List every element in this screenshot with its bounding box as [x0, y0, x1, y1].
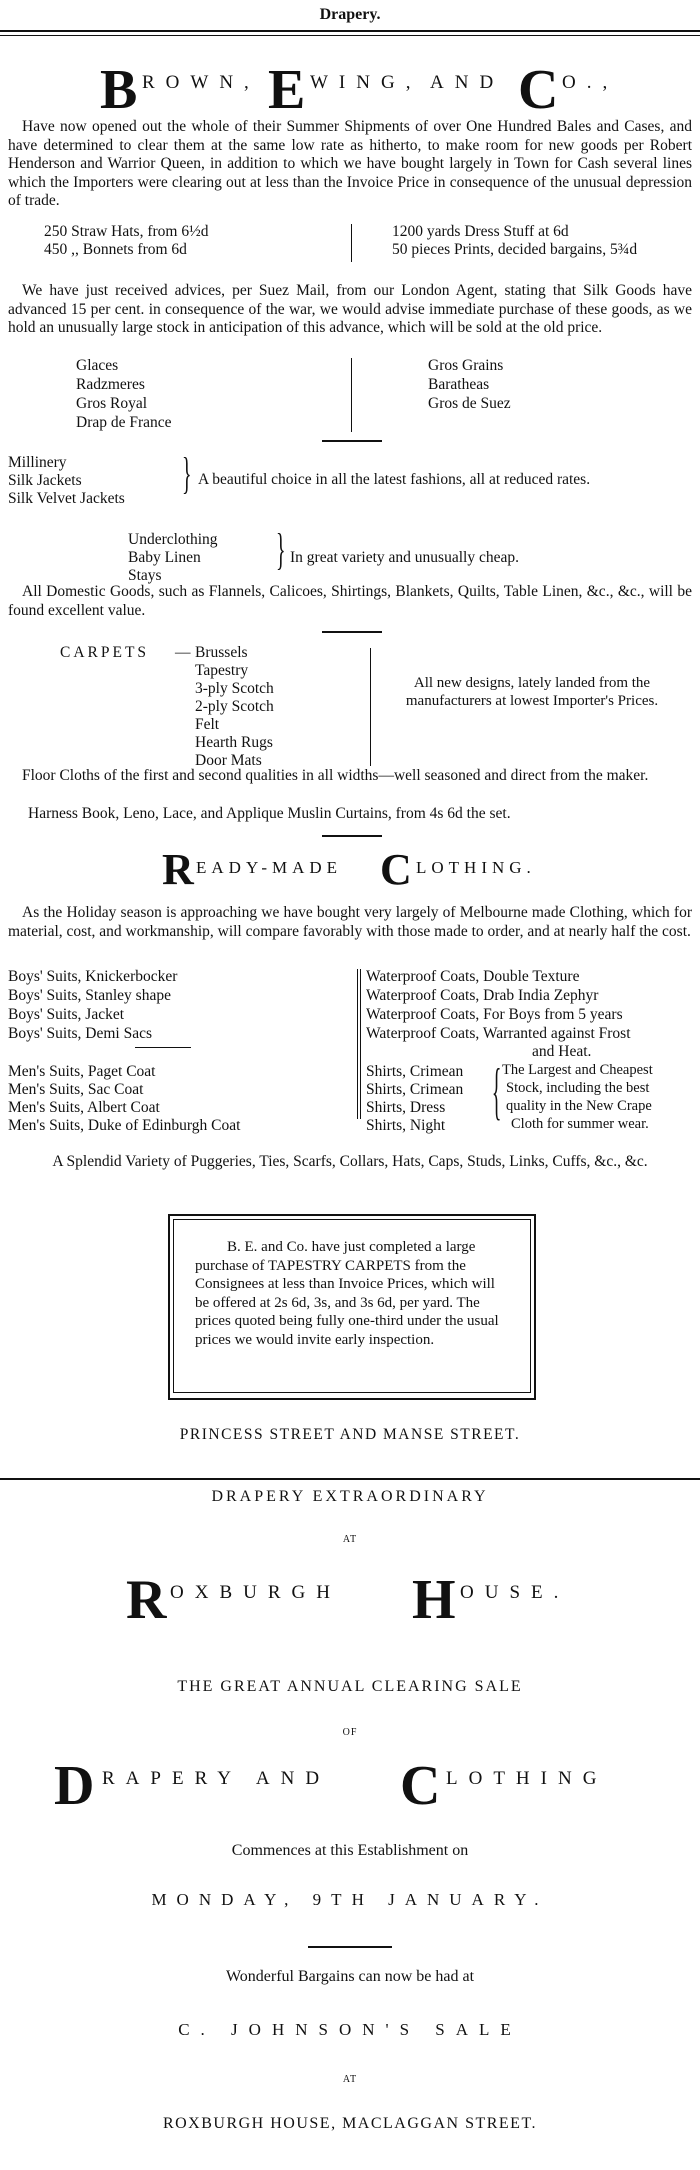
shirts-3: Shirts, Dress [366, 1099, 446, 1116]
waterproof-5: and Heat. [532, 1043, 592, 1060]
commences: Commences at this Establishment on [231, 1842, 469, 1859]
waterproof-1: Waterproof Coats, Double Texture [366, 968, 580, 985]
short-rule-1 [322, 440, 382, 442]
floor-cloths: Floor Cloths of the first and second qualities in all widths—well seasoned and direct from the maker. [22, 767, 649, 784]
readymade-title: R EADY-MADE C LOTHING. [162, 845, 536, 894]
silk-left-3: Gros Royal [76, 395, 148, 412]
silk-right-1: Gros Grains [428, 357, 504, 374]
carpets-label: CARPETS [60, 644, 150, 661]
brown-intro: Have now opened out the whole of their Summer Shipments of over One Hundred Bales and Cases, and have determined to clear them at the same low rate as hitherto, to make room for new goods per Robert Henderson and Warrior Queen, in addition to which we have bought largely in Town for Cash several lines which the Importers were clearing out at less than the Invoice Price in consequence of the unusual depression of trade. [8, 118, 692, 209]
carpets-brace-line [370, 648, 371, 766]
waterproof-3: Waterproof Coats, For Boys from 5 years [366, 1006, 623, 1023]
domestic-paragraph: All Domestic Goods, such as Flannels, Calicoes, Shirtings, Blankets, Quilts, Table Linen, &c., &c., will be found excellent value. [8, 583, 692, 619]
millinery-brace: } [182, 449, 192, 498]
list1-right-1: 1200 yards Dress Stuff at 6d [392, 223, 569, 240]
address-princess: PRINCESS STREET AND MANSE STREET. [179, 1426, 521, 1443]
sale-date: MONDAY, 9TH JANUARY. [151, 1890, 549, 1909]
silk-left-2: Radzmeres [76, 376, 145, 393]
header-rule [0, 30, 700, 32]
boys-1: Boys' Suits, Knickerbocker [8, 968, 178, 985]
shirts-note-3: quality in the New Crape [506, 1098, 652, 1114]
mens-1: Men's Suits, Paget Coat [8, 1063, 156, 1080]
shirts-brace: } [491, 1055, 502, 1127]
clothing-divider-2 [360, 969, 361, 1119]
silk-divider [351, 358, 352, 432]
under-2: Baby Linen [128, 549, 201, 566]
short-rule-2 [322, 631, 382, 633]
under-1: Underclothing [128, 531, 218, 548]
mens-2: Men's Suits, Sac Coat [8, 1081, 144, 1098]
mens-3: Men's Suits, Albert Coat [8, 1099, 160, 1116]
shirts-note-2: Stock, including the best [506, 1080, 650, 1096]
short-rule-4 [308, 1946, 392, 1948]
list1-left-1: 250 Straw Hats, from 6½d [44, 223, 209, 240]
short-rule-3 [322, 835, 382, 837]
millinery-1: Millinery [8, 454, 67, 471]
drapery-clothing-title: D RAPERY AND C LOTHING [54, 1755, 608, 1817]
harness-curtains: Harness Book, Leno, Lace, and Applique Muslin Curtains, from 4s 6d the set. [28, 805, 511, 822]
boys-short-rule [135, 1047, 191, 1048]
readymade-intro: As the Holiday season is approaching we have bought very largely of Melbourne made Clothing, which for material, cost, and workmanship, will compare favorably with those made to order, and at nearly half the cost. [8, 904, 692, 940]
section-rule [0, 1478, 700, 1480]
carpets-note: All new designs, lately landed from the manufacturers at lowest Importer's Prices. [405, 675, 659, 709]
boys-3: Boys' Suits, Jacket [8, 1006, 125, 1023]
list1-right-2: 50 pieces Prints, decided bargains, 5¾d [392, 241, 638, 258]
carpet-4: 2-ply Scotch [195, 698, 274, 715]
annual-clearing-sale: THE GREAT ANNUAL CLEARING SALE [177, 1678, 523, 1695]
at-1: AT [342, 1534, 358, 1545]
silk-right-2: Baratheas [428, 376, 490, 393]
list1-divider [351, 224, 352, 262]
header-rule-thin [0, 35, 700, 36]
carpet-3: 3-ply Scotch [195, 680, 274, 697]
carpet-6: Hearth Rugs [195, 734, 273, 751]
list1-left-2: 450 ,, Bonnets from 6d [44, 241, 187, 258]
millinery-note: A beautiful choice in all the latest fashions, all at reduced rates. [198, 471, 591, 488]
wonderful-bargains: Wonderful Bargains can now be had at [225, 1968, 475, 1985]
at-2: AT [342, 2074, 358, 2085]
carpet-1: Brussels [195, 644, 248, 661]
carpet-7: Door Mats [195, 752, 262, 769]
shirts-2: Shirts, Crimean [366, 1081, 464, 1098]
millinery-3: Silk Velvet Jackets [8, 490, 125, 507]
of-label: OF [342, 1727, 358, 1738]
drapery-extraordinary: DRAPERY EXTRAORDINARY [211, 1488, 489, 1505]
puggeries: A Splendid Variety of Puggeries, Ties, Scarfs, Collars, Hats, Caps, Studs, Links, Cuffs, &c., &c. [52, 1153, 648, 1170]
johnsons-sale: C. JOHNSON'S SALE [178, 2020, 522, 2039]
millinery-2: Silk Jackets [8, 472, 82, 489]
roxburgh-address: ROXBURGH HOUSE, MACLAGGAN STREET. [162, 2115, 538, 2132]
section-heading: Drapery. [319, 6, 381, 23]
shirts-4: Shirts, Night [366, 1117, 446, 1134]
silk-left-4: Drap de France [76, 414, 172, 431]
boys-2: Boys' Suits, Stanley shape [8, 987, 171, 1004]
silk-left-1: Glaces [76, 357, 119, 374]
shirts-note-4: Cloth for summer wear. [511, 1116, 649, 1132]
roxburgh-title: R OXBURGH H OUSE. [126, 1569, 570, 1631]
silk-right-3: Gros de Suez [428, 395, 511, 412]
tapestry-note: B. E. and Co. have just completed a large purchase of TAPESTRY CARPETS from the Consignees at less than Invoice Prices, which will be offered at 2s 6d, 3s, and 3s 6d, per yard. The prices quoted being fully one-third under the usual prices we would invite early inspection. [195, 1239, 499, 1348]
silk-paragraph: We have just received advices, per Suez Mail, from our London Agent, stating that Silk Goods have advanced 15 per cent. in consequence of the war, we would advise immediate purchase of these goods, as we hold an unusually large stock in anticipation of this advance, which will be sold at the old price. [8, 282, 692, 336]
waterproof-4: Waterproof Coats, Warranted against Frost [366, 1025, 631, 1042]
shirts-note-1: The Largest and Cheapest [502, 1062, 653, 1078]
brown-ewing-title: B ROWN, E WING, AND C O., [100, 59, 619, 121]
under-3: Stays [128, 567, 162, 584]
boys-4: Boys' Suits, Demi Sacs [8, 1025, 153, 1042]
under-note: In great variety and unusually cheap. [290, 549, 519, 566]
clothing-divider-1 [357, 969, 358, 1119]
carpets-dash: — [175, 644, 191, 661]
shirts-1: Shirts, Crimean [366, 1063, 464, 1080]
carpet-2: Tapestry [195, 662, 249, 679]
under-brace: } [276, 525, 286, 574]
carpet-5: Felt [195, 716, 220, 733]
mens-4: Men's Suits, Duke of Edinburgh Coat [8, 1117, 241, 1134]
waterproof-2: Waterproof Coats, Drab India Zephyr [366, 987, 599, 1004]
